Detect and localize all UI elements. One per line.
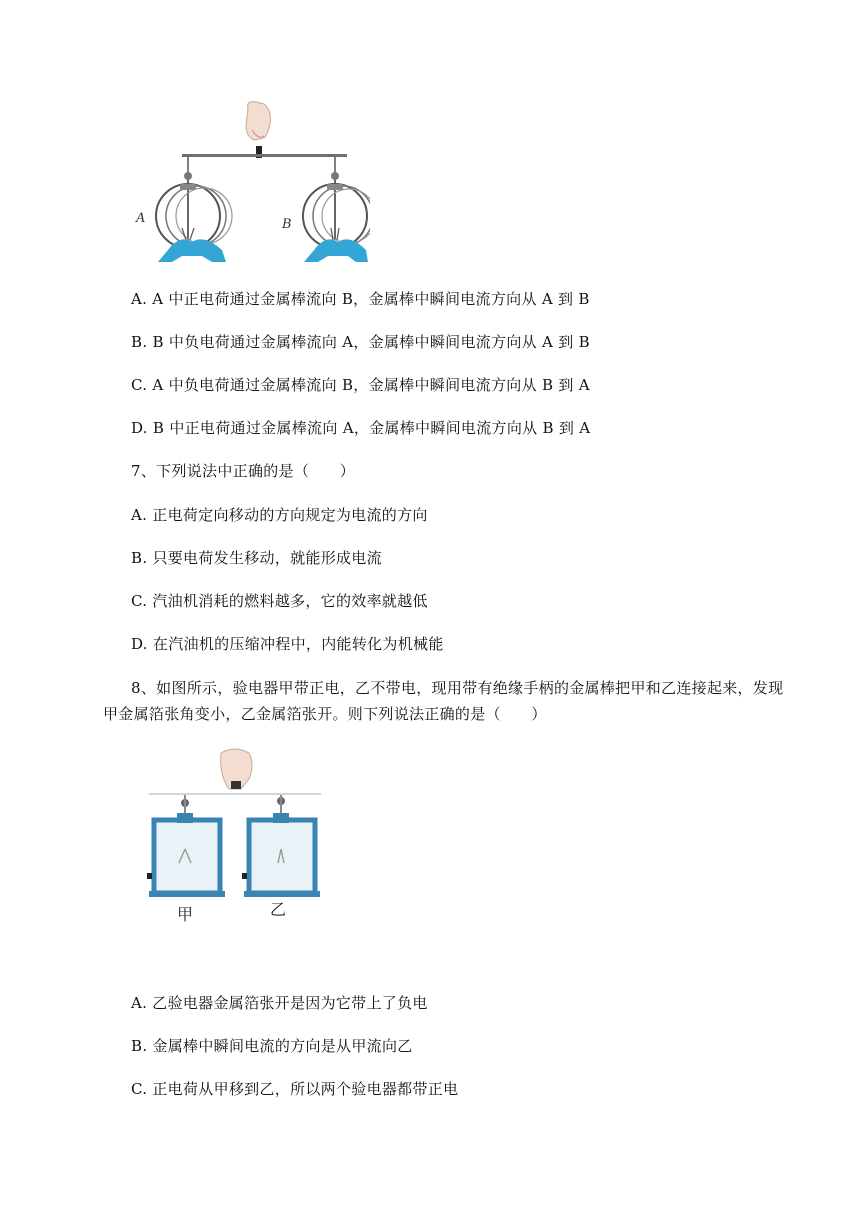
q8-stem-line2: 甲金属箔张角变小，乙金属箔张开。则下列说法正确的是（ ）: [103, 705, 547, 723]
hand-illustration: [246, 102, 270, 158]
q7-option-d: D. 在汽油机的压缩冲程中，内能转化为机械能: [131, 635, 444, 653]
label-a: A: [136, 211, 146, 226]
q6-option-c: C. A 中负电荷通过金属棒流向 B，金属棒中瞬间电流方向从 B 到 A: [131, 376, 590, 394]
q8-stem-line1: 8、如图所示，验电器甲带正电，乙不带电，现用带有绝缘手柄的金属棒把甲和乙连接起来，发现: [131, 679, 784, 697]
q6-option-b: B. B 中负电荷通过金属棒流向 A，金属棒中瞬间电流方向从 A 到 B: [131, 333, 590, 351]
q8-option-b: B. 金属棒中瞬间电流的方向是从甲流向乙: [131, 1037, 413, 1055]
metal-rod: [149, 793, 321, 795]
label-b: B: [282, 217, 292, 232]
electroscope-yi: [242, 795, 320, 897]
q7-option-a: A. 正电荷定向移动的方向规定为电流的方向: [131, 506, 428, 524]
q8-option-a: A. 乙验电器金属箔张开是因为它带上了负电: [131, 994, 428, 1012]
q7-stem: 7、下列说法中正确的是（ ）: [131, 462, 356, 480]
q7-option-b: B. 只要电荷发生移动，就能形成电流: [131, 549, 382, 567]
q7-option-c: C. 汽油机消耗的燃料越多，它的效率就越低: [131, 592, 428, 610]
q6-option-d: D. B 中正电荷通过金属棒流向 A，金属棒中瞬间电流方向从 B 到 A: [131, 419, 591, 437]
label-yi: 乙: [270, 900, 287, 919]
electroscope-a: [156, 157, 232, 262]
figure-electroscopes-jia-yi: [145, 745, 325, 930]
label-jia: 甲: [177, 905, 194, 924]
metal-rod: [182, 154, 347, 157]
electroscope-jia: [147, 795, 225, 897]
electroscope-b: [303, 157, 370, 262]
q8-option-c: C. 正电荷从甲移到乙，所以两个验电器都带正电: [131, 1080, 459, 1098]
hand-illustration: [221, 749, 252, 789]
figure-electroscopes-ab: [130, 100, 370, 270]
q6-option-a: A. A 中正电荷通过金属棒流向 B，金属棒中瞬间电流方向从 A 到 B: [131, 290, 590, 308]
